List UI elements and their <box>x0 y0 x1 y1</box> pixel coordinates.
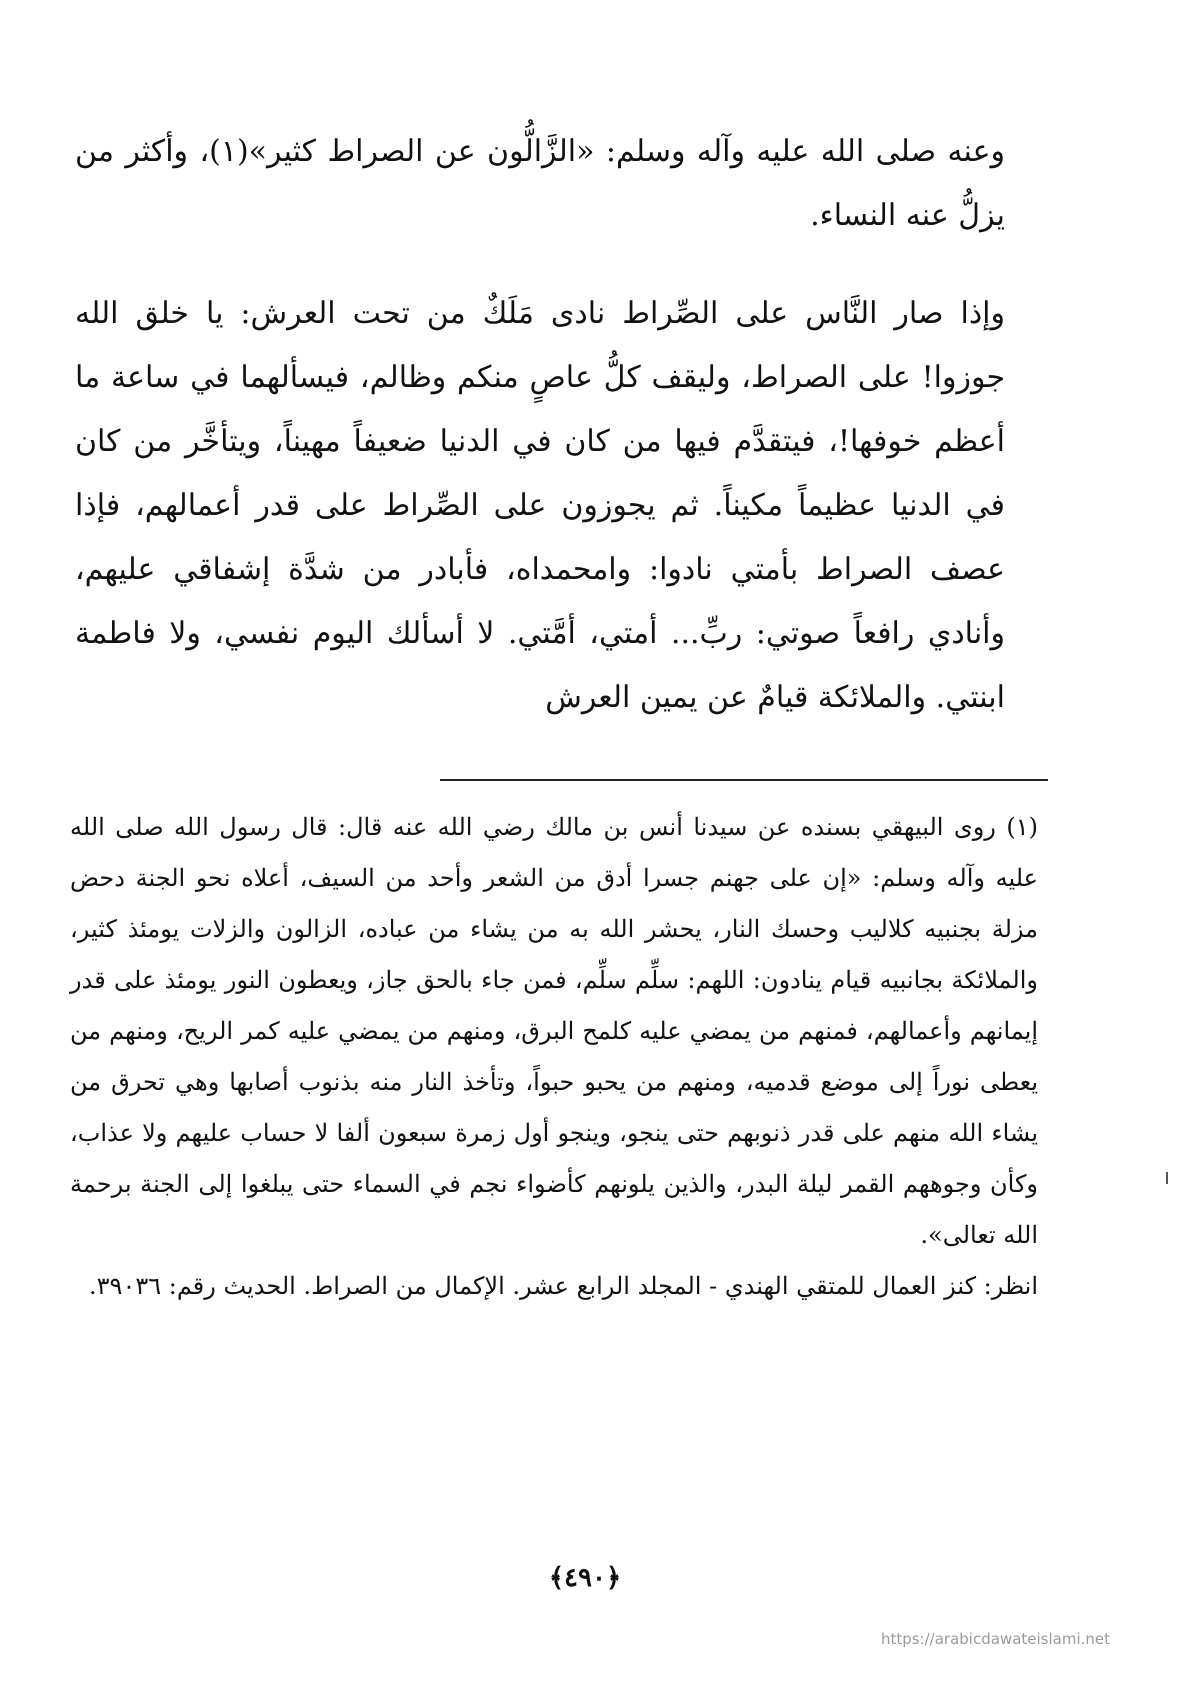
scan-mark <box>1166 1172 1168 1184</box>
footnote-block <box>70 802 1038 1312</box>
footnote-separator <box>440 779 1048 781</box>
footnote-text: (١) روى البيهقي بسنده عن سيدنا أنس بن مالك رضي الله عنه قال: قال رسول الله صلى الله عليه وآله وسلم: «إن على جهنم جسرا أدق من الشعر وأحد من السيف، أعلاه نحو الجنة دحض مزلة بجنبيه كلاليب وحسك النار، يحشر الله به من يشاء من عباده، الزالون والزلات يومئذ كثير، والملائكة بجانبيه قيام ينادون: اللهم: سلِّم سلِّم، فمن جاء بالحق جاز، ويعطون النور يومئذ على قدر إيمانهم وأعمالهم، فمنهم من يمضي عليه كلمح البرق، ومنهم من يمضي عليه كمر الريح، ومنهم من يعطى نوراً إلى موضع قدميه، ومنهم من يحبو حبواً، وتأخذ النار منه بذنوب أصابها وهي تحرق من يشاء الله منهم على قدر ذنوبهم حتى ينجو، وينجو أول زمرة سبعون ألفا لا حساب عليهم ولا عذاب، وكأن وجوههم القمر ليلة البدر، والذين يلونهم كأضواء نجم في السماء حتى يبلغوا إلى الجنة برحمة الله تعالى». <box>70 813 1039 1249</box>
body-paragraph-2: وإذا صار النَّاس على الصِّراط نادى مَلَكٌ من تحت العرش: يا خلق الله جوزوا! على الصراط، وليقف كلُّ عاصٍ منكم وظالم، فيسألهما في ساعة ما أعظم خوفها!، فيتقدَّم فيها من كان في الدنيا ضعيفاً مهيناً، ويتأخَّر من كان في الدنيا عظيماً مكيناً. ثم يجوزون على الصِّراط على قدر أعمالهم، فإذا عصف الصراط بأمتي نادوا: وامحمداه، فأبادر من شدَّة إشفاقي عليهم، وأنادي رافعاً صوتي: ربِّ... أمتي، أمَّتي. لا أسألك اليوم نفسي، ولا فاطمة ابنتي. والملائكة قيامٌ عن يمين العرش <box>75 296 1005 715</box>
watermark-url: https://arabicdawateislami.net <box>880 1630 1110 1648</box>
page-number: ﴿٤٩٠﴾ <box>548 1563 622 1593</box>
footnote-source: انظر: كنز العمال للمتقي الهندي - المجلد الرابع عشر. الإكمال من الصراط. الحديث رقم: ٣٩٠٣٦. <box>89 1272 1038 1300</box>
body-paragraph-1: وعنه صلى الله عليه وآله وسلم: «الزَّالُّون عن الصراط كثير»(١)، وأكثر من يزلُّ عنه النساء. <box>75 134 1005 233</box>
